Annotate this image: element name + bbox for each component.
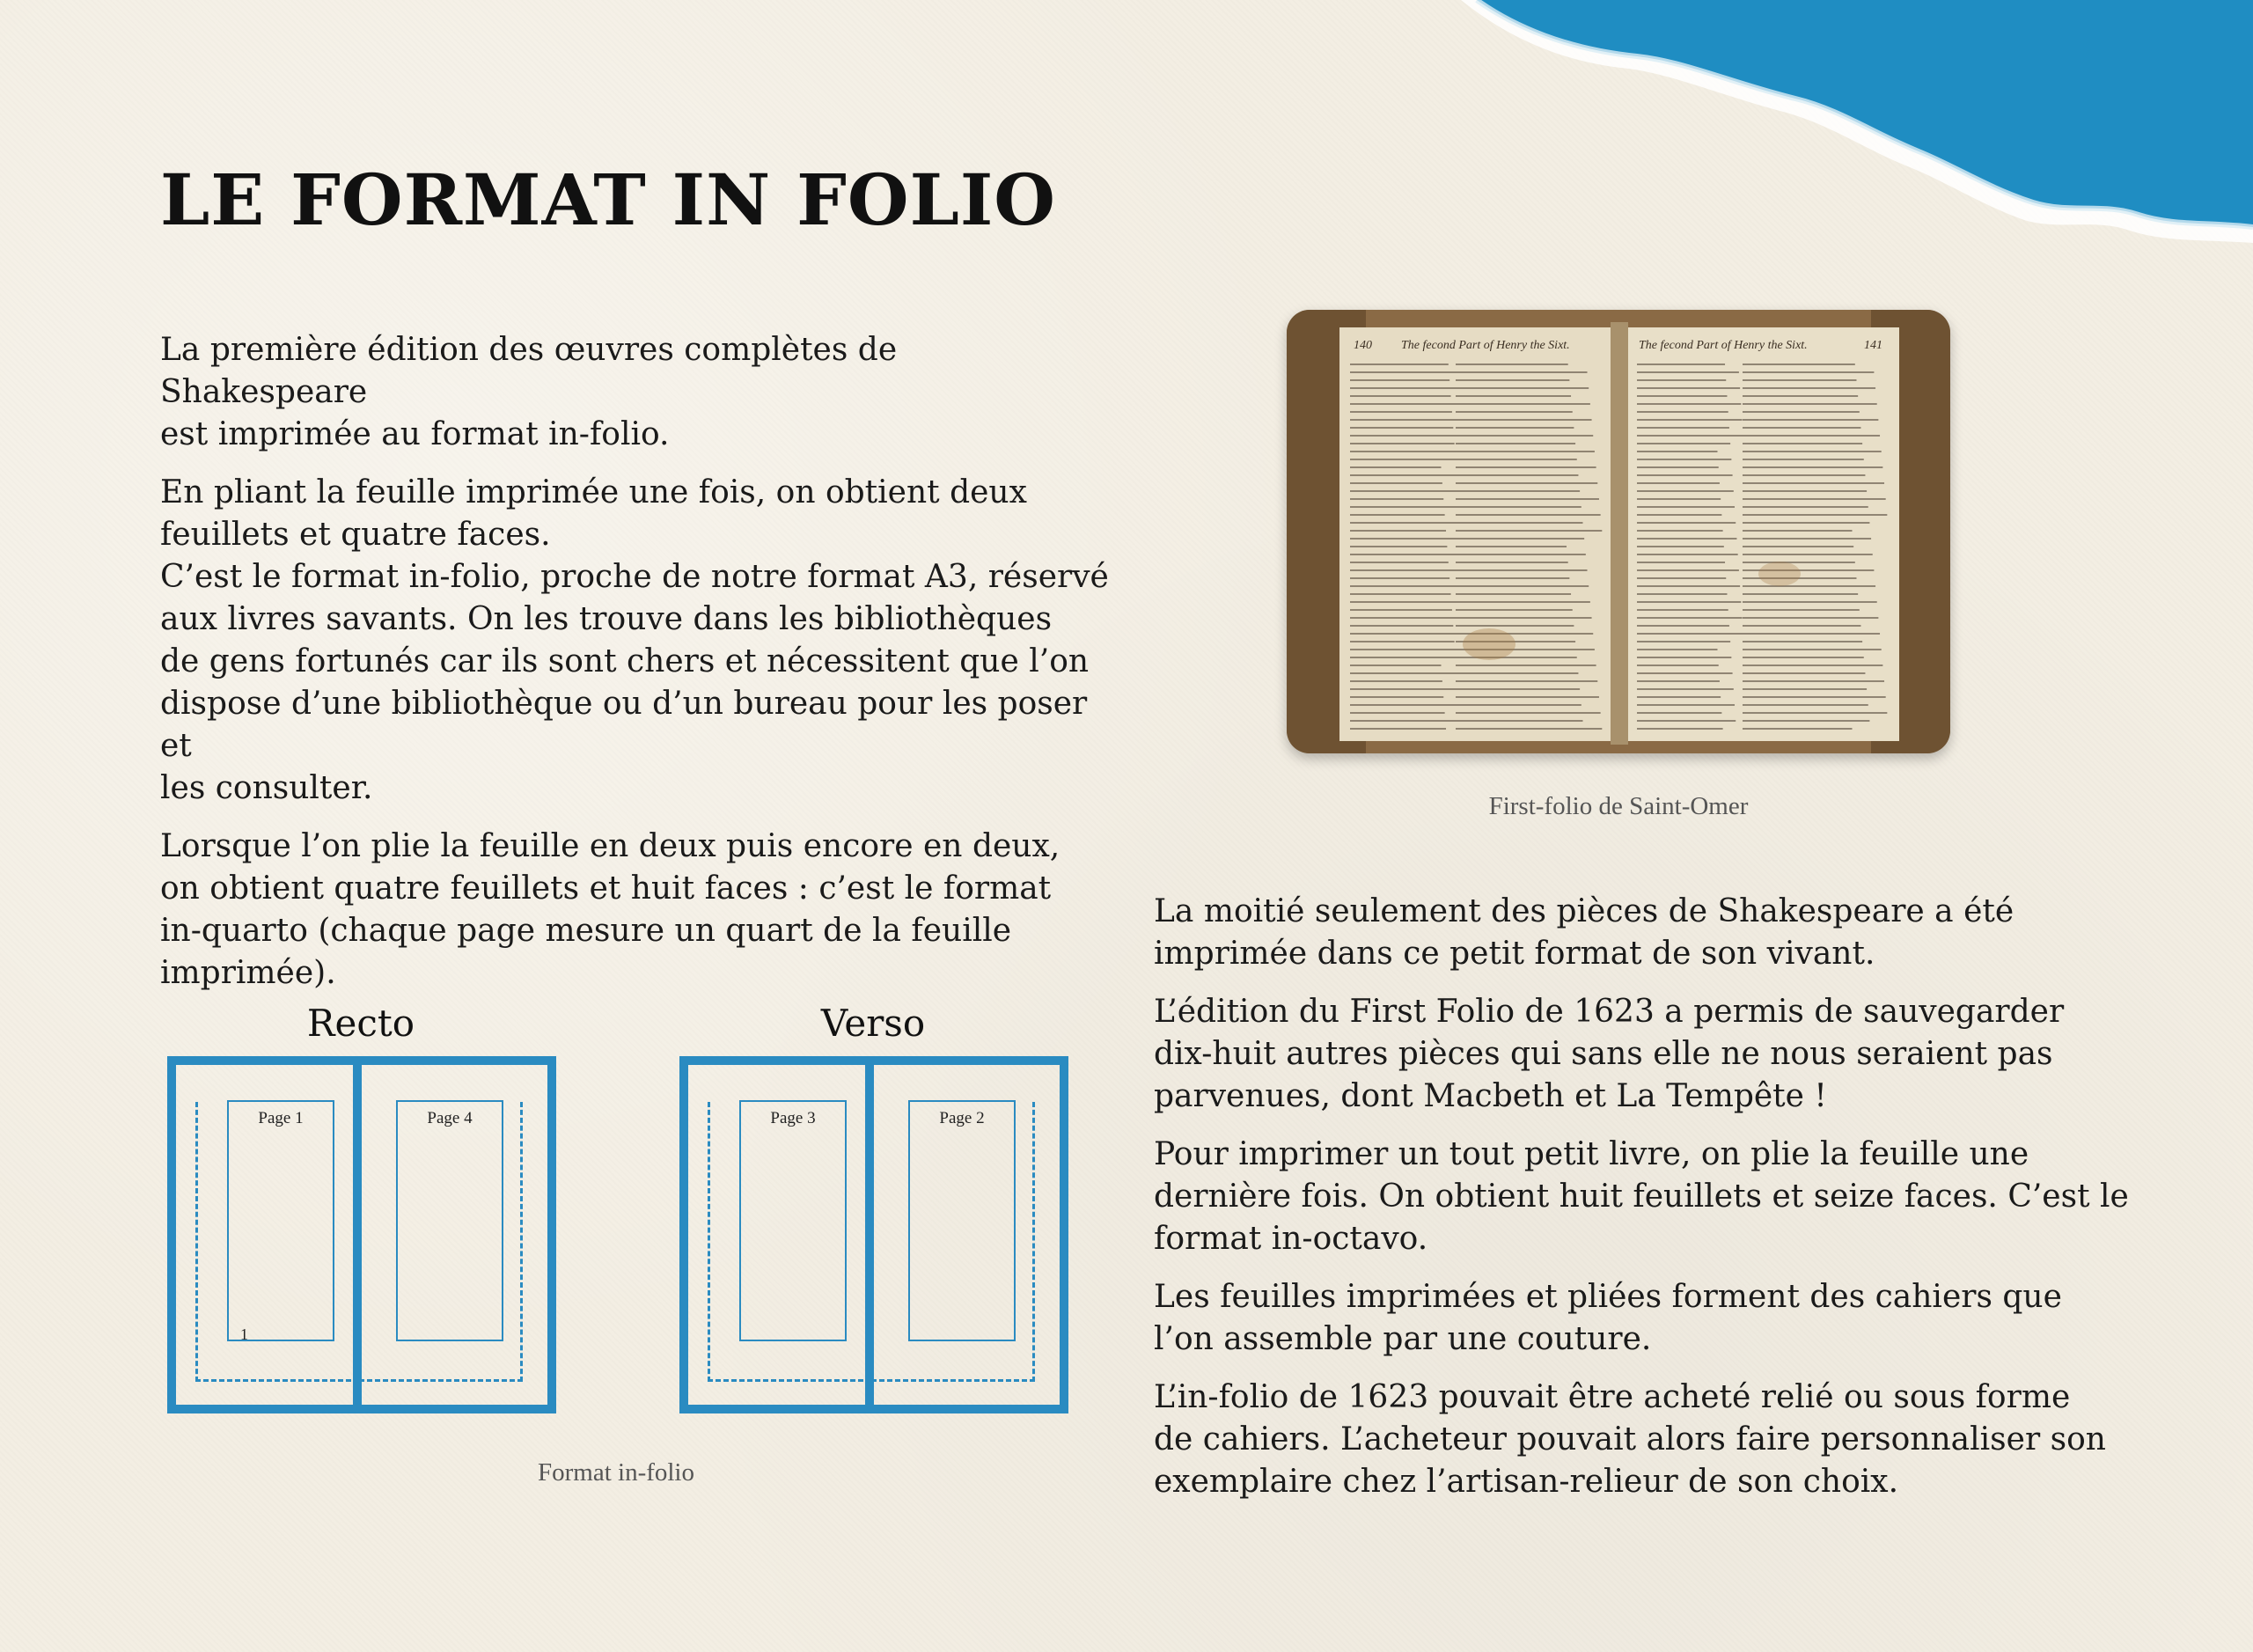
right-page-heading: The fecond Part of Henry the Sixt.: [1639, 339, 1808, 352]
page-1-box: Page 1: [227, 1100, 334, 1341]
recto-sheet: [167, 1056, 556, 1413]
recto-label: Recto: [306, 1002, 415, 1045]
first-folio-photo: [1287, 310, 1950, 753]
binding-paragraph: L’in-folio de 1623 pouvait être acheté relié ou sous forme de cahiers. L’acheteur pouvait alors faire personnaliser son exemplaire chez l’artisan-relieur de son choix.: [1154, 1379, 2106, 1500]
photo-caption: First-folio de Saint-Omer: [1488, 792, 1749, 820]
cahiers-paragraph: Les feuilles imprimées et pliées forment des cahiers que l’on assemble par une couture.: [1154, 1279, 2062, 1357]
half-plays-paragraph: La moitié seulement des pièces de Shakespeare a été imprimée dans ce petit format de son vivant.: [1154, 893, 2014, 972]
right-page-number: 141: [1864, 339, 1882, 352]
left-page-heading: The fecond Part of Henry the Sixt.: [1401, 339, 1570, 352]
signature-mark: 1: [240, 1325, 248, 1343]
page-2-box: Page 2: [908, 1100, 1016, 1341]
first-folio-paragraph: L’édition du First Folio de 1623 a permis de sauvegarder dix-huit autres pièces qui sans elle ne nous seraient pas parvenues, dont Macbeth et La Tempête !: [1154, 994, 2065, 1114]
page-title: LE FORMAT IN FOLIO: [160, 158, 1056, 241]
diagram-caption: Format in-folio: [537, 1458, 694, 1487]
torn-paper-corner: [1408, 0, 2253, 264]
in-octavo-paragraph: Pour imprimer un tout petit livre, on plie la feuille une dernière fois. On obtient huit feuillets et seize faces. C’est le format in-octavo.: [1154, 1136, 2129, 1257]
page-4-box: Page 4: [396, 1100, 503, 1341]
intro-paragraph: La première édition des œuvres complètes de Shakespeare est imprimée au format in-folio.: [160, 332, 898, 452]
page-3-box: Page 3: [739, 1100, 847, 1341]
left-text-column: [160, 329, 1111, 1010]
verso-sheet: [679, 1056, 1068, 1413]
in-folio-paragraph: En pliant la feuille imprimée une fois, on obtient deux feuillets et quatre faces. C’est le format in-folio, proche de notre format A3, réservé aux livres savants. On les trouve dans les bibliothèques de gens fortunés car ils sont chers et nécessitent que l’on dispose d’une bibliothèque ou d’un bureau pour les poser et les consulter.: [160, 474, 1109, 806]
verso-label: Verso: [820, 1002, 926, 1045]
left-page-number: 140: [1354, 339, 1372, 352]
right-text-column: [1154, 891, 2139, 1519]
in-quarto-paragraph: Lorsque l’on plie la feuille en deux puis encore en deux, on obtient quatre feuillets et huit faces : c’est le format in-quarto (chaque page mesure un quart de la feuille imprimée).: [160, 828, 1060, 991]
